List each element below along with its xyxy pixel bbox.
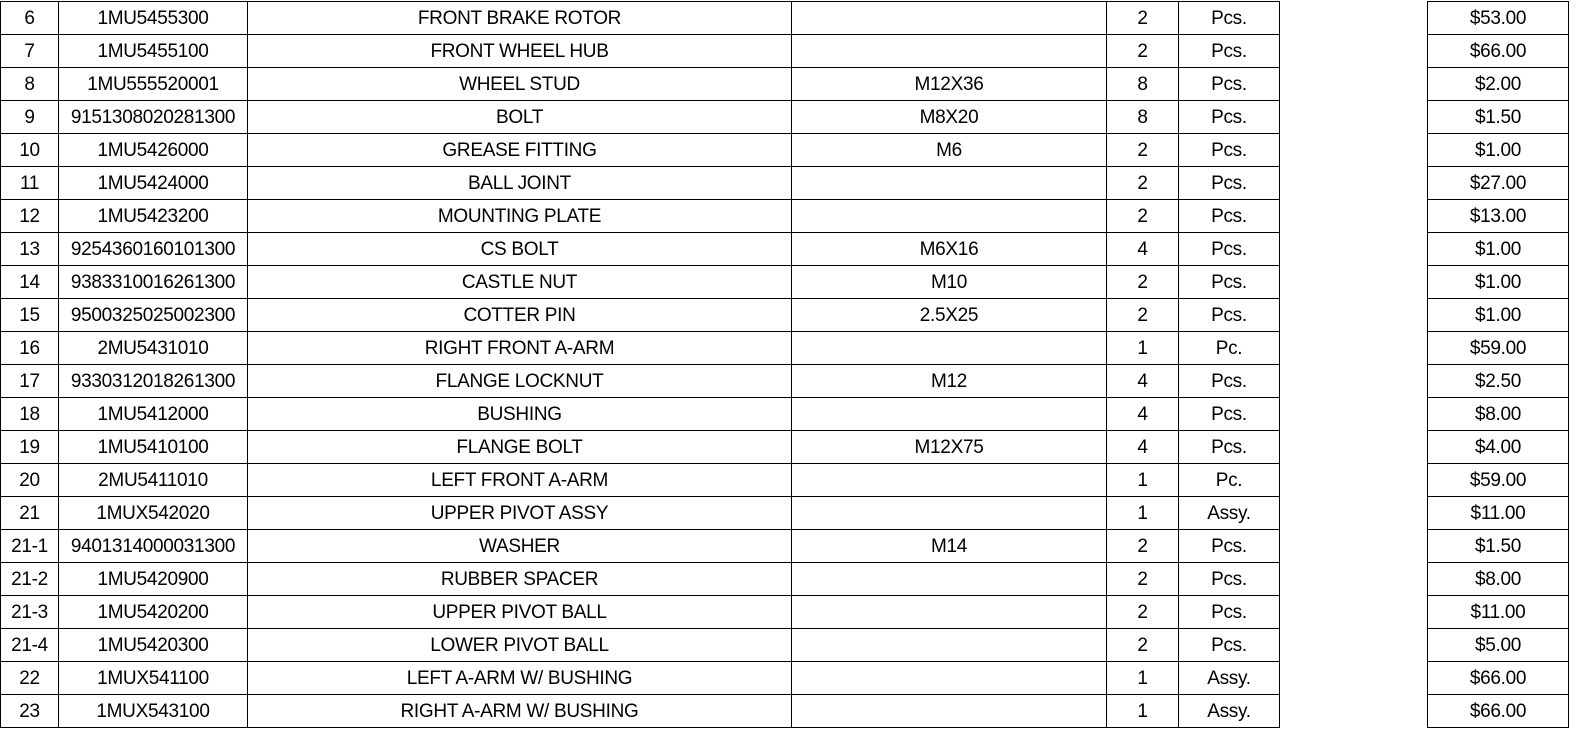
table-row <box>1 332 1569 365</box>
part-number-cell: 9383310016261300 <box>59 266 248 299</box>
ref-number-cell: 14 <box>1 266 59 299</box>
unit-cell: Pcs. <box>1179 266 1280 299</box>
blank-cell <box>1280 299 1428 332</box>
price-cell: $1.00 <box>1428 134 1569 167</box>
parts-list-table <box>0 1 1569 728</box>
spec-cell <box>792 662 1107 695</box>
ref-number-cell: 21-2 <box>1 563 59 596</box>
spec-cell: M6X16 <box>792 233 1107 266</box>
quantity-cell: 2 <box>1107 2 1179 35</box>
description-cell: CASTLE NUT <box>248 266 792 299</box>
spec-cell: M12X36 <box>792 68 1107 101</box>
description-cell: RUBBER SPACER <box>248 563 792 596</box>
table-row <box>1 266 1569 299</box>
unit-cell: Pcs. <box>1179 596 1280 629</box>
ref-number-cell: 16 <box>1 332 59 365</box>
quantity-cell: 1 <box>1107 497 1179 530</box>
spec-cell <box>792 695 1107 728</box>
unit-cell: Pcs. <box>1179 365 1280 398</box>
table-row <box>1 398 1569 431</box>
blank-cell <box>1280 695 1428 728</box>
ref-number-cell: 21-4 <box>1 629 59 662</box>
description-cell: LOWER PIVOT BALL <box>248 629 792 662</box>
quantity-cell: 2 <box>1107 134 1179 167</box>
unit-cell: Pcs. <box>1179 530 1280 563</box>
description-cell: MOUNTING PLATE <box>248 200 792 233</box>
part-number-cell: 1MU5455300 <box>59 2 248 35</box>
quantity-cell: 4 <box>1107 233 1179 266</box>
table-row <box>1 134 1569 167</box>
unit-cell: Pcs. <box>1179 167 1280 200</box>
ref-number-cell: 17 <box>1 365 59 398</box>
unit-cell: Pcs. <box>1179 431 1280 464</box>
unit-cell: Assy. <box>1179 497 1280 530</box>
quantity-cell: 2 <box>1107 629 1179 662</box>
description-cell: FLANGE BOLT <box>248 431 792 464</box>
quantity-cell: 2 <box>1107 596 1179 629</box>
price-cell: $13.00 <box>1428 200 1569 233</box>
spec-cell <box>792 464 1107 497</box>
spec-cell: M14 <box>792 530 1107 563</box>
description-cell: BOLT <box>248 101 792 134</box>
unit-cell: Pcs. <box>1179 563 1280 596</box>
part-number-cell: 1MUX542020 <box>59 497 248 530</box>
parts-list-body <box>1 2 1569 728</box>
description-cell: UPPER PIVOT ASSY <box>248 497 792 530</box>
table-row <box>1 497 1569 530</box>
part-number-cell: 9330312018261300 <box>59 365 248 398</box>
part-number-cell: 1MU5424000 <box>59 167 248 200</box>
table-row <box>1 563 1569 596</box>
part-number-cell: 1MUX541100 <box>59 662 248 695</box>
price-cell: $1.00 <box>1428 233 1569 266</box>
ref-number-cell: 21-3 <box>1 596 59 629</box>
quantity-cell: 4 <box>1107 365 1179 398</box>
price-cell: $66.00 <box>1428 695 1569 728</box>
table-row <box>1 35 1569 68</box>
part-number-cell: 1MUX543100 <box>59 695 248 728</box>
spec-cell <box>792 596 1107 629</box>
blank-cell <box>1280 167 1428 200</box>
ref-number-cell: 10 <box>1 134 59 167</box>
description-cell: LEFT FRONT A-ARM <box>248 464 792 497</box>
blank-cell <box>1280 596 1428 629</box>
spec-cell <box>792 167 1107 200</box>
blank-cell <box>1280 200 1428 233</box>
quantity-cell: 8 <box>1107 101 1179 134</box>
ref-number-cell: 21-1 <box>1 530 59 563</box>
part-number-cell: 2MU5411010 <box>59 464 248 497</box>
blank-cell <box>1280 2 1428 35</box>
table-row <box>1 431 1569 464</box>
price-cell: $27.00 <box>1428 167 1569 200</box>
description-cell: WHEEL STUD <box>248 68 792 101</box>
blank-cell <box>1280 266 1428 299</box>
quantity-cell: 1 <box>1107 695 1179 728</box>
ref-number-cell: 18 <box>1 398 59 431</box>
ref-number-cell: 13 <box>1 233 59 266</box>
part-number-cell: 9500325025002300 <box>59 299 248 332</box>
price-cell: $11.00 <box>1428 596 1569 629</box>
table-row <box>1 299 1569 332</box>
unit-cell: Pc. <box>1179 464 1280 497</box>
price-cell: $53.00 <box>1428 2 1569 35</box>
ref-number-cell: 23 <box>1 695 59 728</box>
table-row <box>1 167 1569 200</box>
table-row <box>1 530 1569 563</box>
quantity-cell: 1 <box>1107 332 1179 365</box>
description-cell: CS BOLT <box>248 233 792 266</box>
quantity-cell: 1 <box>1107 464 1179 497</box>
part-number-cell: 1MU5420200 <box>59 596 248 629</box>
blank-cell <box>1280 398 1428 431</box>
description-cell: COTTER PIN <box>248 299 792 332</box>
part-number-cell: 9401314000031300 <box>59 530 248 563</box>
blank-cell <box>1280 134 1428 167</box>
table-row <box>1 233 1569 266</box>
blank-cell <box>1280 233 1428 266</box>
table-row <box>1 200 1569 233</box>
ref-number-cell: 12 <box>1 200 59 233</box>
unit-cell: Pcs. <box>1179 629 1280 662</box>
price-cell: $4.00 <box>1428 431 1569 464</box>
table-row <box>1 629 1569 662</box>
blank-cell <box>1280 68 1428 101</box>
table-row <box>1 695 1569 728</box>
part-number-cell: 9151308020281300 <box>59 101 248 134</box>
description-cell: WASHER <box>248 530 792 563</box>
ref-number-cell: 9 <box>1 101 59 134</box>
ref-number-cell: 21 <box>1 497 59 530</box>
description-cell: UPPER PIVOT BALL <box>248 596 792 629</box>
description-cell: RIGHT A-ARM W/ BUSHING <box>248 695 792 728</box>
table-row <box>1 365 1569 398</box>
blank-cell <box>1280 101 1428 134</box>
unit-cell: Pcs. <box>1179 200 1280 233</box>
unit-cell: Assy. <box>1179 695 1280 728</box>
part-number-cell: 1MU5412000 <box>59 398 248 431</box>
table-row <box>1 68 1569 101</box>
quantity-cell: 4 <box>1107 398 1179 431</box>
blank-cell <box>1280 332 1428 365</box>
spec-cell <box>792 200 1107 233</box>
unit-cell: Pcs. <box>1179 2 1280 35</box>
description-cell: GREASE FITTING <box>248 134 792 167</box>
price-cell: $59.00 <box>1428 332 1569 365</box>
ref-number-cell: 20 <box>1 464 59 497</box>
price-cell: $2.00 <box>1428 68 1569 101</box>
price-cell: $1.00 <box>1428 299 1569 332</box>
table-row <box>1 596 1569 629</box>
blank-cell <box>1280 431 1428 464</box>
description-cell: FLANGE LOCKNUT <box>248 365 792 398</box>
ref-number-cell: 7 <box>1 35 59 68</box>
spec-cell <box>792 332 1107 365</box>
quantity-cell: 1 <box>1107 662 1179 695</box>
blank-cell <box>1280 365 1428 398</box>
unit-cell: Assy. <box>1179 662 1280 695</box>
ref-number-cell: 8 <box>1 68 59 101</box>
blank-cell <box>1280 563 1428 596</box>
blank-cell <box>1280 497 1428 530</box>
blank-cell <box>1280 530 1428 563</box>
spec-cell <box>792 497 1107 530</box>
price-cell: $8.00 <box>1428 398 1569 431</box>
part-number-cell: 9254360160101300 <box>59 233 248 266</box>
price-cell: $66.00 <box>1428 662 1569 695</box>
price-cell: $59.00 <box>1428 464 1569 497</box>
description-cell: BALL JOINT <box>248 167 792 200</box>
spec-cell: M12 <box>792 365 1107 398</box>
table-row <box>1 101 1569 134</box>
ref-number-cell: 22 <box>1 662 59 695</box>
ref-number-cell: 11 <box>1 167 59 200</box>
quantity-cell: 2 <box>1107 530 1179 563</box>
ref-number-cell: 6 <box>1 2 59 35</box>
spec-cell <box>792 35 1107 68</box>
price-cell: $5.00 <box>1428 629 1569 662</box>
part-number-cell: 1MU5426000 <box>59 134 248 167</box>
quantity-cell: 2 <box>1107 266 1179 299</box>
unit-cell: Pcs. <box>1179 101 1280 134</box>
table-row <box>1 2 1569 35</box>
description-cell: FRONT WHEEL HUB <box>248 35 792 68</box>
spec-cell: M10 <box>792 266 1107 299</box>
price-cell: $8.00 <box>1428 563 1569 596</box>
quantity-cell: 8 <box>1107 68 1179 101</box>
price-cell: $1.50 <box>1428 101 1569 134</box>
price-cell: $1.00 <box>1428 266 1569 299</box>
quantity-cell: 2 <box>1107 299 1179 332</box>
part-number-cell: 1MU555520001 <box>59 68 248 101</box>
price-cell: $11.00 <box>1428 497 1569 530</box>
price-cell: $2.50 <box>1428 365 1569 398</box>
ref-number-cell: 15 <box>1 299 59 332</box>
blank-cell <box>1280 662 1428 695</box>
part-number-cell: 1MU5420900 <box>59 563 248 596</box>
spec-cell <box>792 398 1107 431</box>
spec-cell: M6 <box>792 134 1107 167</box>
unit-cell: Pcs. <box>1179 299 1280 332</box>
blank-cell <box>1280 35 1428 68</box>
ref-number-cell: 19 <box>1 431 59 464</box>
description-cell: RIGHT FRONT A-ARM <box>248 332 792 365</box>
price-cell: $1.50 <box>1428 530 1569 563</box>
unit-cell: Pcs. <box>1179 35 1280 68</box>
quantity-cell: 2 <box>1107 167 1179 200</box>
spec-cell: M8X20 <box>792 101 1107 134</box>
spec-cell <box>792 629 1107 662</box>
quantity-cell: 2 <box>1107 563 1179 596</box>
spec-cell: M12X75 <box>792 431 1107 464</box>
table-row <box>1 464 1569 497</box>
unit-cell: Pcs. <box>1179 398 1280 431</box>
description-cell: BUSHING <box>248 398 792 431</box>
unit-cell: Pc. <box>1179 332 1280 365</box>
unit-cell: Pcs. <box>1179 68 1280 101</box>
spec-cell <box>792 2 1107 35</box>
table-row <box>1 662 1569 695</box>
part-number-cell: 1MU5420300 <box>59 629 248 662</box>
unit-cell: Pcs. <box>1179 134 1280 167</box>
quantity-cell: 2 <box>1107 200 1179 233</box>
description-cell: LEFT A-ARM W/ BUSHING <box>248 662 792 695</box>
spec-cell: 2.5X25 <box>792 299 1107 332</box>
part-number-cell: 1MU5455100 <box>59 35 248 68</box>
part-number-cell: 1MU5410100 <box>59 431 248 464</box>
part-number-cell: 2MU5431010 <box>59 332 248 365</box>
spec-cell <box>792 563 1107 596</box>
quantity-cell: 2 <box>1107 35 1179 68</box>
description-cell: FRONT BRAKE ROTOR <box>248 2 792 35</box>
price-cell: $66.00 <box>1428 35 1569 68</box>
blank-cell <box>1280 464 1428 497</box>
blank-cell <box>1280 629 1428 662</box>
unit-cell: Pcs. <box>1179 233 1280 266</box>
part-number-cell: 1MU5423200 <box>59 200 248 233</box>
quantity-cell: 4 <box>1107 431 1179 464</box>
